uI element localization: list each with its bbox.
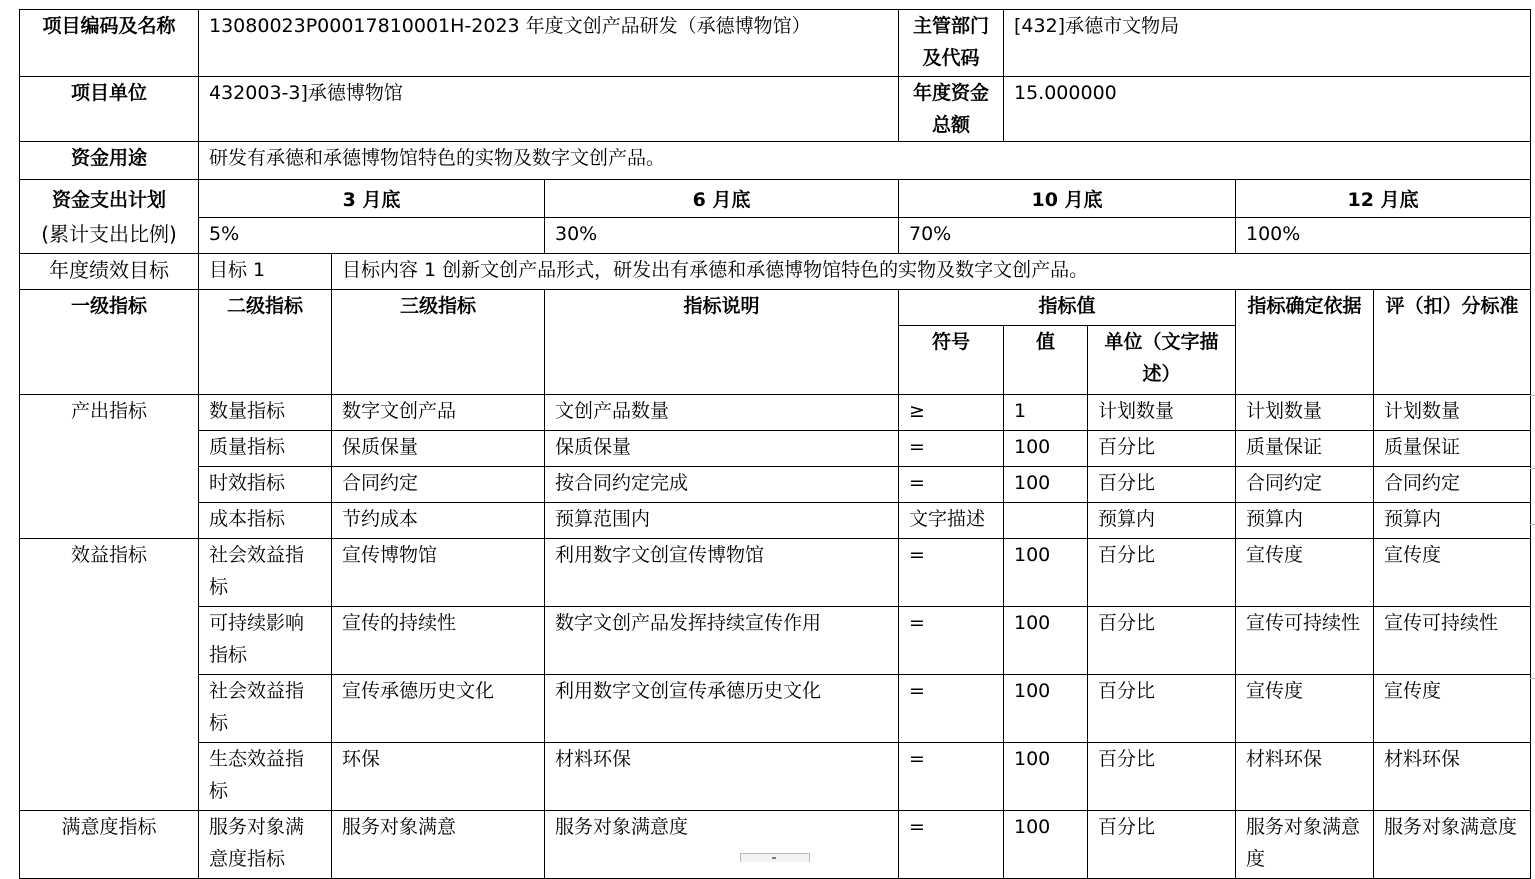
goal-target: 目标 1 (199, 254, 332, 290)
symbol-cell: = (899, 675, 1004, 743)
table-row (20, 811, 1531, 879)
level3-cell: 环保 (332, 743, 545, 811)
col-level3: 三级指标 (332, 290, 545, 395)
desc-cell: 利用数字文创宣传承德历史文化 (545, 675, 899, 743)
symbol-cell: = (899, 607, 1004, 675)
table-row (20, 431, 1531, 467)
goal-label: 年度绩效目标 (20, 254, 199, 290)
unit-cell: 百分比 (1088, 467, 1236, 503)
level3-cell: 保质保量 (332, 431, 545, 467)
symbol-cell: = (899, 743, 1004, 811)
plan-ratio-row (20, 218, 1531, 254)
value-cell: 100 (1004, 539, 1088, 607)
edge-tick (1530, 468, 1535, 469)
desc-cell: 预算范围内 (545, 503, 899, 539)
scoring-cell: 预算内 (1374, 503, 1531, 539)
scoring-cell: 计划数量 (1374, 395, 1531, 431)
scoring-cell: 宣传度 (1374, 539, 1531, 607)
symbol-cell: = (899, 467, 1004, 503)
level3-cell: 宣传承德历史文化 (332, 675, 545, 743)
usage-value: 研发有承德和承德博物馆特色的实物及数字文创产品。 (199, 142, 1531, 180)
performance-target-table (19, 9, 1531, 879)
plan-period-row (20, 180, 1531, 218)
plan-period: 12 月底 (1236, 180, 1531, 218)
column-header-row (20, 290, 1531, 326)
level2-cell: 生态效益指标 (199, 743, 332, 811)
level3-cell: 节约成本 (332, 503, 545, 539)
symbol-cell: = (899, 431, 1004, 467)
col-level1: 一级指标 (20, 290, 199, 395)
scoring-cell: 材料环保 (1374, 743, 1531, 811)
project-code-row (20, 10, 1531, 77)
unit-cell: 预算内 (1088, 503, 1236, 539)
desc-cell: 文创产品数量 (545, 395, 899, 431)
level3-cell: 宣传的持续性 (332, 607, 545, 675)
edge-tick (1530, 678, 1535, 679)
level3-cell: 数字文创产品 (332, 395, 545, 431)
table-row (20, 675, 1531, 743)
value-cell: 100 (1004, 467, 1088, 503)
col-level2: 二级指标 (199, 290, 332, 395)
symbol-cell: ≥ (899, 395, 1004, 431)
level3-cell: 合同约定 (332, 467, 545, 503)
desc-cell: 利用数字文创宣传博物馆 (545, 539, 899, 607)
desc-cell: 按合同约定完成 (545, 467, 899, 503)
fund-total-value: 15.000000 (1004, 77, 1531, 142)
scoring-cell: 宣传度 (1374, 675, 1531, 743)
fund-total-label: 年度资金总额 (899, 77, 1004, 142)
level2-cell: 服务对象满意度指标 (199, 811, 332, 879)
project-code-value: 13080023P00017810001H-2023 年度文创产品研发（承德博物馆） (199, 10, 899, 77)
unit-cell: 百分比 (1088, 743, 1236, 811)
value-cell: 100 (1004, 675, 1088, 743)
table-row (20, 503, 1531, 539)
table-row (20, 607, 1531, 675)
level2-cell: 可持续影响指标 (199, 607, 332, 675)
usage-label: 资金用途 (20, 142, 199, 180)
page-edge-rule (1530, 9, 1531, 851)
plan-period: 10 月底 (899, 180, 1236, 218)
dept-value: [432]承德市文物局 (1004, 10, 1531, 77)
basis-cell: 质量保证 (1236, 431, 1374, 467)
level3-cell: 服务对象满意 (332, 811, 545, 879)
unit-row (20, 77, 1531, 142)
unit-label: 项目单位 (20, 77, 199, 142)
table-row (20, 467, 1531, 503)
value-cell: 100 (1004, 811, 1088, 879)
table-row (20, 539, 1531, 607)
unit-cell: 百分比 (1088, 607, 1236, 675)
level2-cell: 质量指标 (199, 431, 332, 467)
symbol-cell: 文字描述 (899, 503, 1004, 539)
level2-cell: 社会效益指标 (199, 675, 332, 743)
plan-ratio: 100% (1236, 218, 1531, 254)
col-unit: 单位（文字描述） (1088, 326, 1236, 395)
table-row (20, 743, 1531, 811)
basis-cell: 计划数量 (1236, 395, 1374, 431)
value-cell: 1 (1004, 395, 1088, 431)
scoring-cell: 宣传可持续性 (1374, 607, 1531, 675)
usage-row (20, 142, 1531, 180)
plan-period: 6 月底 (545, 180, 899, 218)
unit-cell: 百分比 (1088, 431, 1236, 467)
plan-label: 资金支出计划 (20, 180, 199, 218)
value-cell: 100 (1004, 743, 1088, 811)
basis-cell: 宣传可持续性 (1236, 607, 1374, 675)
unit-cell: 百分比 (1088, 675, 1236, 743)
symbol-cell: = (899, 811, 1004, 879)
edge-tick (1530, 524, 1535, 525)
level1-cell: 效益指标 (20, 539, 199, 811)
col-value-group: 指标值 (899, 290, 1236, 326)
level1-cell: 满意度指标 (20, 811, 199, 879)
scoring-cell: 合同约定 (1374, 467, 1531, 503)
basis-cell: 合同约定 (1236, 467, 1374, 503)
symbol-cell: = (899, 539, 1004, 607)
basis-cell: 宣传度 (1236, 539, 1374, 607)
grip-icon (772, 857, 776, 859)
desc-cell: 保质保量 (545, 431, 899, 467)
unit-cell: 百分比 (1088, 539, 1236, 607)
desc-cell: 服务对象满意度 (545, 811, 899, 879)
edge-tick (1530, 395, 1535, 396)
level3-cell: 宣传博物馆 (332, 539, 545, 607)
unit-value: 432003-3]承德博物馆 (199, 77, 899, 142)
value-cell: 100 (1004, 607, 1088, 675)
basis-cell: 材料环保 (1236, 743, 1374, 811)
table-row (20, 395, 1531, 431)
level2-cell: 成本指标 (199, 503, 332, 539)
col-scoring: 评（扣）分标准 (1374, 290, 1531, 395)
plan-period: 3 月底 (199, 180, 545, 218)
basis-cell: 宣传度 (1236, 675, 1374, 743)
level1-cell: 产出指标 (20, 395, 199, 539)
value-cell: 100 (1004, 431, 1088, 467)
desc-cell: 数字文创产品发挥持续宣传作用 (545, 607, 899, 675)
goal-row (20, 254, 1531, 290)
plan-ratio: 30% (545, 218, 899, 254)
basis-cell: 预算内 (1236, 503, 1374, 539)
desc-cell: 材料环保 (545, 743, 899, 811)
scoring-cell: 服务对象满意度 (1374, 811, 1531, 879)
value-cell (1004, 503, 1088, 539)
scoring-cell: 质量保证 (1374, 431, 1531, 467)
dept-label: 主管部门及代码 (899, 10, 1004, 77)
project-code-label: 项目编码及名称 (20, 10, 199, 77)
level2-cell: 社会效益指标 (199, 539, 332, 607)
col-value: 值 (1004, 326, 1088, 395)
plan-ratio: 70% (899, 218, 1236, 254)
unit-cell: 百分比 (1088, 811, 1236, 879)
basis-cell: 服务对象满意度 (1236, 811, 1374, 879)
unit-cell: 计划数量 (1088, 395, 1236, 431)
level2-cell: 数量指标 (199, 395, 332, 431)
col-symbol: 符号 (899, 326, 1004, 395)
col-desc: 指标说明 (545, 290, 899, 395)
col-basis: 指标确定依据 (1236, 290, 1374, 395)
goal-content: 目标内容 1 创新文创产品形式，研发出有承德和承德博物馆特色的实物及数字文创产品。 (332, 254, 1531, 290)
plan-sub-label: (累计支出比例) (20, 218, 199, 254)
plan-ratio: 5% (199, 218, 545, 254)
level2-cell: 时效指标 (199, 467, 332, 503)
